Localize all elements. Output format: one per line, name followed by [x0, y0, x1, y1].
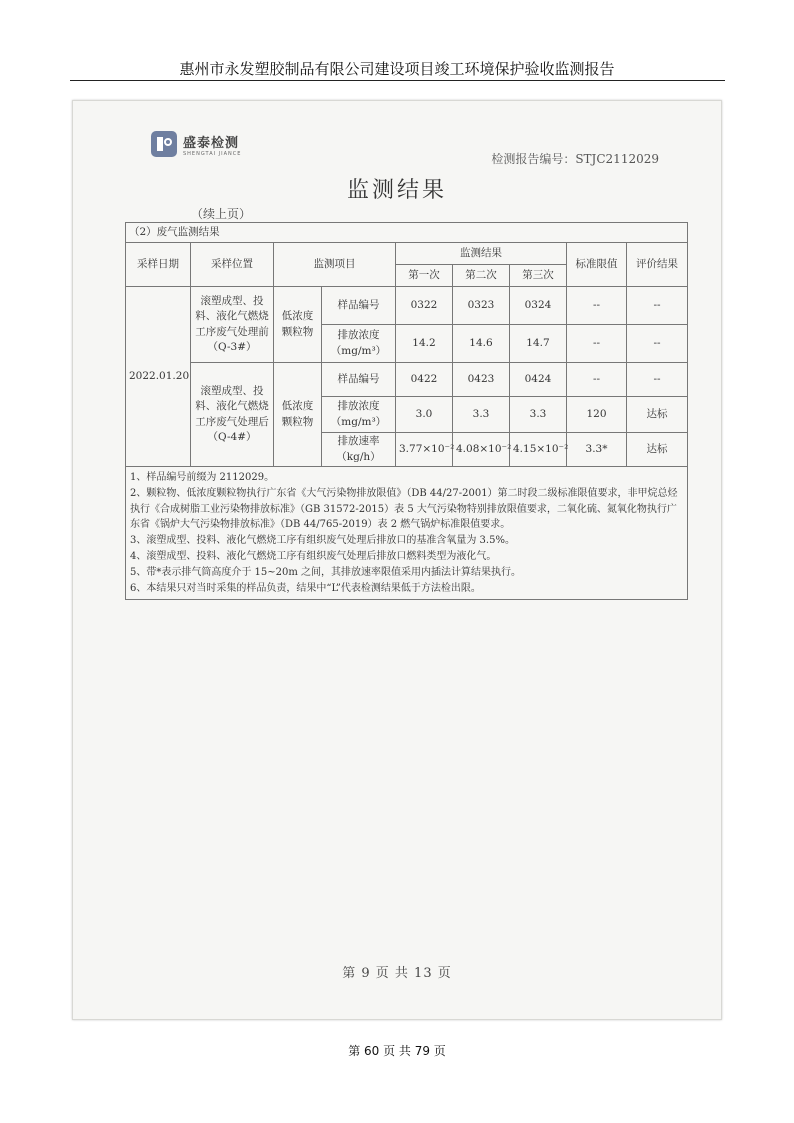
param-cell: 排放浓度（mg/m³） [322, 325, 396, 363]
sampling-date: 2022.01.20 [126, 287, 191, 467]
table-notes [126, 467, 688, 600]
note-line: 4、滚塑成型、投料、液化气燃烧工序有组织废气处理后排放口燃料类型为液化气。 [130, 550, 497, 562]
note-line: 5、带*表示排气筒高度介于 15~20m 之间，其排放速率限值采用内插法计算结果执行。 [130, 566, 522, 578]
header-divider [70, 80, 725, 81]
header-item: 监测项目 [274, 243, 396, 287]
value-cell: 0424 [510, 363, 567, 397]
report-title: 监测结果 [346, 178, 447, 203]
param-cell: 样品编号 [322, 287, 396, 325]
header-limit: 标准限值 [567, 243, 627, 287]
inner-page-counter: 第 9 页 共 13 页 [342, 966, 452, 981]
value-cell: 0322 [396, 287, 453, 325]
value-cell: 0324 [510, 287, 567, 325]
scanned-report-page [72, 100, 722, 1020]
evaluation-cell: 达标 [627, 397, 688, 433]
header-first: 第一次 [396, 265, 453, 287]
value-cell: 4.15×10⁻² [510, 433, 567, 467]
limit-cell: -- [567, 287, 627, 325]
report-number: 检测报告编号：STJC2112029 [491, 152, 659, 166]
location-before: 滚塑成型、投料、液化气燃烧工序废气处理前（Q-3#） [191, 287, 274, 363]
limit-cell: 3.3* [567, 433, 627, 467]
monitoring-results-table [125, 222, 688, 600]
value-cell: 4.08×10⁻² [453, 433, 510, 467]
value-cell: 14.2 [396, 325, 453, 363]
value-cell: 3.3 [453, 397, 510, 433]
param-cell: 样品编号 [322, 363, 396, 397]
note-line: 1、样品编号前缀为 2112029。 [130, 472, 275, 483]
note-line: 6、本结果只对当时采集的样品负责，结果中“L”代表检测结果低于方法检出限。 [130, 582, 481, 594]
page-footer-number: 第 60 页 共 79 页 [348, 1044, 446, 1058]
page-header-title: 惠州市永发塑胶制品有限公司建设项目竣工环境保护验收监测报告 [179, 60, 615, 78]
note-line: 2、颗粒物、低浓度颗粒物执行广东省《大气污染物排放限值》（DB 44/27-2001）第二时段二级标准限值要求，非甲烷总烃执行《合成树脂工业污染物排放标准》（GB 31572-2015）表 5 大气污染物特别排放限值要求，二氧化硫、氮氧化物执行广东省《锅炉大气污染物排放标准》（DB 44/765-2019）表 2 燃气锅炉标准限值要求。 [130, 487, 678, 531]
section-title: （2）废气监测结果 [126, 223, 688, 243]
evaluation-cell: -- [627, 363, 688, 397]
item-before: 低浓度颗粒物 [274, 287, 322, 363]
param-cell: 排放速率（kg/h） [322, 433, 396, 467]
item-after: 低浓度颗粒物 [274, 363, 322, 467]
logo-name-cn: 盛泰检测 [183, 135, 240, 151]
evaluation-cell: 达标 [627, 433, 688, 467]
location-after: 滚塑成型、投料、液化气燃烧工序废气处理后（Q-4#） [191, 363, 274, 467]
header-results: 监测结果 [396, 243, 567, 265]
header-third: 第三次 [510, 265, 567, 287]
value-cell: 3.0 [396, 397, 453, 433]
value-cell: 3.77×10⁻² [396, 433, 453, 467]
limit-cell: -- [567, 325, 627, 363]
header-location: 采样位置 [191, 243, 274, 287]
header-evaluation: 评价结果 [627, 243, 688, 287]
evaluation-cell: -- [627, 325, 688, 363]
param-cell: 排放浓度（mg/m³） [322, 397, 396, 433]
limit-cell: 120 [567, 397, 627, 433]
limit-cell: -- [567, 363, 627, 397]
header-date: 采样日期 [126, 243, 191, 287]
value-cell: 14.6 [453, 325, 510, 363]
logo-icon [151, 131, 177, 157]
value-cell: 3.3 [510, 397, 567, 433]
continued-label: （续上页） [191, 207, 252, 221]
value-cell: 0422 [396, 363, 453, 397]
value-cell: 0323 [453, 287, 510, 325]
company-logo [151, 131, 241, 157]
evaluation-cell: -- [627, 287, 688, 325]
header-second: 第二次 [453, 265, 510, 287]
value-cell: 0423 [453, 363, 510, 397]
logo-name-en: SHENGTAI JIANCE [183, 150, 242, 157]
note-line: 3、滚塑成型、投料、液化气燃烧工序有组织废气处理后排放口的基准含氧量为 3.5%。 [130, 535, 515, 547]
value-cell: 14.7 [510, 325, 567, 363]
